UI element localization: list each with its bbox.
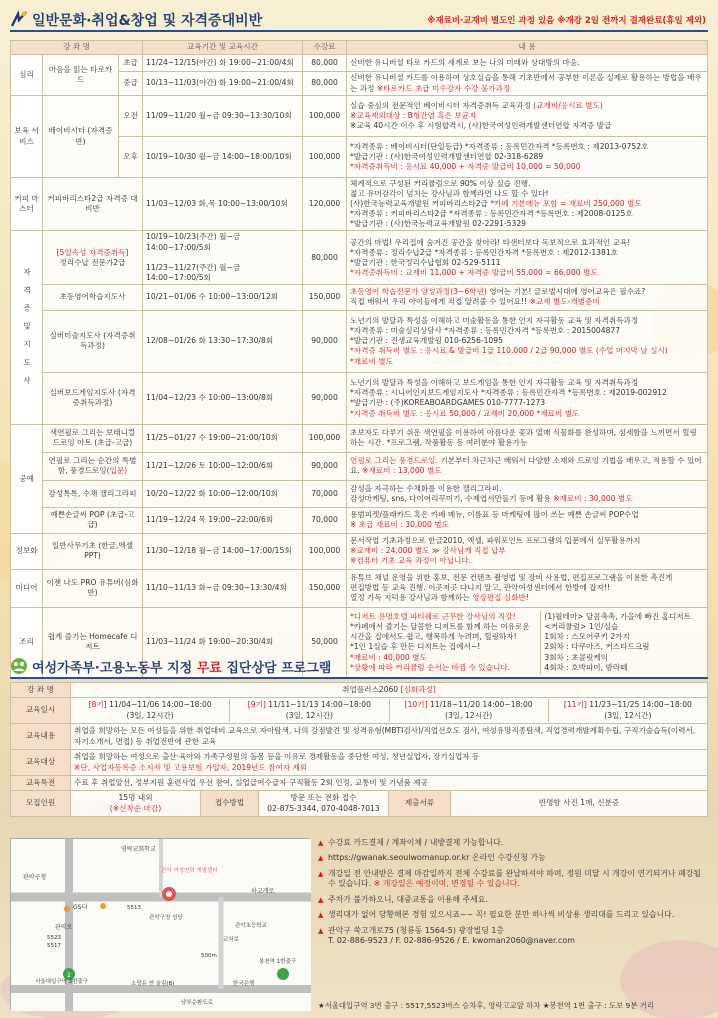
target-cell (71, 750, 708, 776)
row-label: 모집인원 (11, 791, 71, 817)
content-text: 편집방법 등 교육 진행. 이곳저곳 다니지 말고, 관악여성센터에서 한방에 잡자!! (350, 583, 611, 593)
table-row (11, 424, 708, 452)
row-label: 강 좌 명 (11, 683, 71, 698)
content-cell (347, 310, 708, 372)
map-label: 봉천역 1번출구 (259, 959, 297, 965)
map-label: 한국은행 (233, 981, 255, 987)
directions-footer: ★서울대입구역 3번 출구 : 5517,5523버스 승차후, 영락고교앞 하차 ★봉천역 1번 출구 : 도보 9분 거리 (318, 1001, 655, 1010)
content-warning: ※타로카드 초급 미수강자 수강 불가과정 (376, 83, 511, 93)
fee-cell: 80,000 (303, 72, 347, 96)
fee-cell: 50,000 (303, 607, 347, 677)
map-label: 관악초등학교 (235, 923, 267, 929)
course-name: 정리수납 전문가2급 (59, 257, 126, 267)
content-cell (347, 137, 708, 178)
map-label: 500m (201, 953, 217, 959)
curriculum-item: 3회차 : 초콜릿케익 (544, 652, 608, 662)
period-cell: 11/03~11/24 화 19:00~20:30/4회 (143, 607, 303, 677)
payment-note: ※재료비·교재비 별도인 과정 있음 ※개강 2일 전까지 결재완료(휴일 제외) (427, 16, 706, 26)
group-logo-icon (10, 657, 28, 675)
period-cell: 10/21~01/06 수 10:00~13:00/12회 (143, 284, 303, 310)
section2-header (10, 656, 710, 676)
row-label: 교육내용 (11, 724, 71, 750)
list-item (318, 895, 710, 905)
content-text: (사)한국능력교육개발원 커피바리스타2급 (350, 199, 491, 209)
content-text: 용범피켓/플래카드 혹은 카페 메뉴, 이름표 등 마케팅에 많이 쓰는 예쁜 손글씨 POP수업 (350, 510, 639, 520)
content-text: 노년기의 발달과 특성을 이해하고 미술활동을 통한 인지 자극활동 교육 및 자격취득과정 (350, 316, 639, 326)
bullet-icon: ▲ (318, 926, 324, 935)
fee-cell: 90,000 (303, 372, 347, 424)
content-text: *자격종류 : 커피바리스타2급 *자격종류 : 등록민간자격 *등록번호 : 제2008-0125호 (350, 209, 633, 219)
curriculum-item: 4회차 : 호박파이, 밤라떼 (544, 662, 628, 672)
col-content-header: 내 용 (347, 41, 708, 55)
content-text: 노년기의 발달과 특성을 이해하고 보드게임을 통한 인지 자극활동 교육 및 자격취득과정 (350, 378, 639, 388)
content-warning: ※교육제외대상 : B형간염 혹은 보균자 (350, 110, 477, 120)
bullet-icon: ▲ (318, 839, 324, 847)
content-warning: ※컴퓨터 기초 교육 과정이 아닙니다. (350, 556, 472, 566)
table-row (11, 452, 708, 480)
content-text: 기본부터 차근차근 배워서 다양한 소재와 드로잉 기법을 배우고, 적용할 수 있어요. (350, 456, 702, 476)
address-text: 관악구 쑥고개로75 (청룡동 1564-5) 광장빌딩 1층 (328, 925, 505, 935)
period-cell: 10/20~12/22 화 10:00~12:00/10회 (143, 480, 303, 507)
method-text: 방문 또는 전화 접수 (290, 793, 357, 803)
session-tag: [10기] (404, 700, 428, 710)
divider (10, 30, 708, 32)
contact-text: T. 02-886-9523 / F. 02-886-9526 / E. kwoman2060@naver.com (328, 935, 575, 945)
period-text: 11/23~11/27(주간) 월~금 14:00~17:00/5회 (146, 262, 241, 282)
session-date: 11/11~11/13 14:00~18:00 (265, 700, 371, 710)
content-warning: *자격증 취득비 별도 : 응시료 50,000 / 교재비 20,000 *재료비 별도 (350, 408, 580, 418)
session-date: 11/04~11/06 14:00~18:00 (106, 700, 212, 710)
period-text: 10/19~10/23(주간) 월~금 14:00~17:00/5회 (146, 232, 241, 252)
period-cell: 11/24~12/15(야간) 화 19:00~21:00/4회 (143, 55, 303, 72)
fee-cell: 70,000 (303, 480, 347, 507)
row-label: 제출서류 (389, 791, 451, 817)
session-11 (549, 699, 707, 722)
sparkle-logo-icon (10, 10, 28, 28)
section2-title (32, 657, 331, 676)
fee-cell: 80,000 (303, 231, 347, 284)
content-text: *발급기관 : (사)한국여성인력개발센터연합 02-318-6289 (350, 151, 544, 161)
category-cell: 미디어 (11, 569, 43, 607)
info-text: 주차가 불가하오니, 대중교통을 이용해 주세요. (328, 894, 488, 904)
fee-cell: 90,000 (303, 310, 347, 372)
table-row (11, 231, 708, 284)
level-cell: 오후 (119, 137, 143, 178)
content-cell (347, 480, 708, 507)
content-text: 감성마케팅, sns, 다이어리꾸미기, 수제엽서만들기 등에 활용 (350, 493, 554, 503)
table-row (11, 776, 708, 791)
table-row (11, 372, 708, 424)
content-text: 직접 배워서 우리 아이들에게 직접 알려줄 수 있어요!! (350, 297, 530, 307)
content-highlight: 연필로 그리는 풍경드로잉. (350, 456, 441, 466)
course-schedule-table (10, 40, 708, 678)
session-8 (71, 699, 230, 722)
content-warning: ※재료비 : 13,000 별도 (362, 466, 442, 476)
fee-cell: 150,000 (303, 569, 347, 607)
method-cell (259, 791, 389, 817)
course-tag: (입문) (106, 466, 128, 476)
map-drawing (11, 839, 311, 1011)
list-item (318, 838, 710, 848)
category-cell: 정보화 (11, 533, 43, 569)
table-row (11, 96, 708, 137)
target-text: 취업을 희망하는 여성으로 출산·육아와 가족구성원의 돌봄 등을 이유로 경제활동을 중단한 여성, 청년실업자, 장기실업자 등 (74, 752, 480, 762)
course-name: 예쁜손글씨 POP (초급-고급) (43, 507, 143, 533)
content-text: 감성을 자극하는 수채화를 이용한 캘리그라피. (350, 483, 502, 493)
level-cell: 오전 (119, 96, 143, 137)
fee-cell: 100,000 (303, 533, 347, 569)
table-row (11, 310, 708, 372)
content-cell (347, 372, 708, 424)
recruit-text: 15명 내외 (118, 793, 153, 803)
content-text: *카페에서 즐기는 달콤한 디저트를 함께 하는 여유로운 시간을 집에서도 쉽고, 행복하게 누려며, 힐링하자! (350, 622, 530, 642)
content-text: *자격종류 : 시니어인지보드게임지도사 *자격종류 : 등록민간자격 *등록번호 : 제2019-002912 (350, 388, 667, 398)
row-label: 교육특전 (11, 776, 71, 791)
map-label: 남부순환도로 (181, 1000, 213, 1006)
content-warning: ※재료비 : 30,000 별도 (553, 493, 633, 503)
content-warning: ※ 초급 재료비 : 30,000 별도 (350, 520, 449, 530)
bullet-icon: ▲ (318, 895, 324, 904)
curriculum-item: (1)월테마> 달콤촉촉, 가을에 빠진 홈디저트 (544, 612, 691, 622)
map-label: 서울대입구역 3번출구 (35, 979, 89, 985)
session-duration: (3일, 12시간) (285, 710, 333, 720)
content-highlight: 초등영어 학습전문가 양성과정(3~6학년) (350, 287, 487, 297)
period-cell: 11/04~12/23 수 10:00~13:00/8회 (143, 372, 303, 424)
course-tag: [심화과정] (400, 684, 436, 694)
divider (10, 677, 708, 679)
content-text: *발급기관 : 진생교육개발원 010-6256-1095 (350, 336, 503, 346)
method-phone: 02-875-3344, 070-4048-7013 (267, 803, 380, 813)
title-text: 여성가족부·고용노동부 지정 (32, 661, 197, 676)
course-name: 마음을 읽는 타로카드 (43, 55, 119, 96)
session-tag: [9기] (247, 700, 266, 710)
content-text: *발급기관 : (주)KOREABOARDGAMES 010-7777-1273 (350, 398, 546, 408)
session-date: 11/23~11/25 14:00~18:00 (586, 700, 692, 710)
section1-title: 일반문화·취업&창업 및 자격증대비반 (32, 13, 263, 29)
col-period-header: 교육기간 및 교육시간 (143, 41, 303, 55)
content-warning: ≫ 강사님께 직접 납부 (431, 546, 506, 556)
list-item (318, 910, 710, 920)
fee-cell: 70,000 (303, 507, 347, 533)
content-text: 체계적으로 구성된 커리큘럼으로 90% 이상 실습 진행. (350, 179, 531, 188)
recruit-cell (71, 791, 201, 817)
content-cell: 신비한 유니버셜 타로 카드의 세계로 보는 나의 미래와 상대방의 마음. (347, 55, 708, 72)
curriculum-item: <커리큘럼> 1인/실습 (544, 622, 619, 632)
row-label: 교육일시 (11, 698, 71, 724)
col-fee-header: 수강료 (303, 41, 347, 55)
course-name: 이젠 나도 PRO 유튜버(심화반) (43, 569, 143, 607)
course-name: 감성톡톡, 수채 캘리그라피 (43, 480, 143, 507)
content-text: 신비한 유니버셜 카드를 이용하여 상호실습을 통해 기초반에서 공부한 이론을 실제로 활용하는 방법을 배우는 과정 (350, 73, 702, 93)
fee-cell: 100,000 (303, 424, 347, 452)
curriculum-item: 2회차 : 다쿠아즈, 커스타드크림 (544, 642, 650, 652)
session-date: 11/18~11/20 14:00~18:00 (427, 700, 533, 710)
title-free: 무료 (196, 661, 222, 676)
table-row (11, 178, 708, 231)
fee-cell: 100,000 (303, 137, 347, 178)
info-text: 개강일 전 안내받은 결제 마감일까지 전체 수강료를 완납하셔야 하며, 정원 미달 시 개강이 연기되거나 폐강될 수 있습니다. (328, 868, 702, 889)
content-text: 실습 중심의 전문적인 베이비시터 자격증취득 교육과정 (350, 100, 534, 110)
table-row (11, 284, 708, 310)
info-text: 수강료 카드결제 / 계좌이체 / 내방결제 가능합니다. (328, 838, 504, 847)
table-row (11, 750, 708, 776)
map-label: 5513 (127, 905, 141, 911)
content-text: 영어는 기본! 글로벌시대에 영어교육은 필수죠? (486, 287, 646, 297)
content-cell (347, 569, 708, 607)
info-list (318, 838, 710, 951)
list-item (318, 869, 710, 890)
course-name: 색연필로 그리는 보태니컬 드로잉 아트 (초급-고급) (43, 424, 143, 452)
session-duration: (3일, 12시간) (126, 710, 174, 720)
period-cell: 11/03~12/03 화,목 10:00~13:00/10회 (143, 178, 303, 231)
period-cell: 11/19~12/24 목 19:00~22:00/6회 (143, 507, 303, 533)
content-warning: *카페 기본메뉴 포함 = 재료비 250,000 별도 (490, 199, 642, 209)
info-text: 생리대가 없어 당황해본 경험 있으시죠~~ 꼭! 필요한 분만 하나씩 비상용 생리대를 드리고 있습니다. (328, 910, 675, 920)
group-counseling-table (10, 682, 708, 817)
content-cell (347, 507, 708, 533)
table-row (11, 507, 708, 533)
title-text: 집단상담 프로그램 (221, 661, 332, 676)
docs-cell: 반명함 사진 1매, 신분증 (451, 791, 708, 817)
content-cell (347, 533, 708, 569)
course-name: 취업플러스2060 (342, 684, 401, 694)
content-cell (347, 284, 708, 310)
content-warning: *자격증취득비 : 응시료 40,000 + 자격증 발급비 10,000 = 50,000 (350, 162, 581, 172)
category-cell: 커피 마스터 (11, 178, 43, 231)
info-link[interactable]: https://gwanak.seoulwomanup.or.kr 온라인 수강신청 가능 (328, 853, 546, 863)
location-map[interactable] (10, 838, 310, 1010)
category-cell: 심리 (11, 55, 43, 96)
period-cell: 11/30~12/18 월~금 14:00~17:00/15회 (143, 533, 303, 569)
map-label: 관악구청 성당 (149, 915, 183, 921)
content-text: *1인 1실습 후 만든 디저트는 집에서~! (350, 642, 481, 652)
session-9 (230, 699, 389, 722)
course-name-cell (71, 683, 708, 698)
course-name: 일반사무기초 (한글,엑셀PPT) (43, 533, 143, 569)
content-warning: *재료비 : 40,000 별도 (350, 652, 427, 662)
course-name: 연필로 그리는 순간의 특별함, 풍경드로잉 (48, 456, 137, 476)
bullet-icon: ▲ (318, 911, 324, 920)
row-label: 접수방법 (201, 791, 259, 817)
content-text: *자격종류 : 미술심리상담사 *자격종류 : 등록민간자격 *등록번호 : 2015004877 (350, 326, 621, 336)
content-text: 젊고 유머감각이 넘치는 강사님과 함께라면 나도 할 수 있다! (350, 189, 549, 199)
map-label: 소망유 연 올림(B) (131, 981, 175, 987)
list-item (318, 853, 710, 863)
table-row (11, 791, 708, 817)
map-label: 하고개로 (251, 888, 275, 895)
fee-cell: 100,000 (303, 96, 347, 137)
content-text: *자격종류 : 정리수납2급 *자격종류 : 등록민간자격 *등록번호 : 제2012-1381호 (350, 247, 618, 257)
curriculum-item: 1회차 : 스모어쿠키 2가지 (544, 632, 630, 642)
session-tag: [11기] (563, 700, 587, 710)
category-cell: 자 격 증 및 지 도 사 (11, 231, 43, 424)
table-row (11, 724, 708, 750)
content-cell (347, 231, 708, 284)
category-cell: 공예 (11, 424, 43, 533)
content-text: 유튜브 채널 운영을 위한 홍보, 전문 컨텐츠 촬영법 및 장비 사용법, 편집프로그램을 이용한 촉진게 (350, 573, 673, 583)
content-warning: (교재비/응시료 별도) (533, 100, 603, 110)
period-cell: 11/25~01/27 수 19:00~21:00/10회 (143, 424, 303, 452)
fee-cell: 150,000 (303, 284, 347, 310)
content-warning: *상황에 따라 커리큘럼 순서는 바뀔 수 있습니다. (350, 662, 511, 672)
content-cell (347, 72, 708, 96)
map-label: 영락교회학교 (121, 846, 156, 853)
recruit-note: (※선착순 마감) (109, 803, 162, 813)
map-label: 관악구청 (23, 874, 47, 881)
content-text: 공간의 마법! 우리집에 숨겨진 공간을 찾아라! 타샌터보다 독보적으로 효과적인 교육! (350, 237, 631, 247)
period-cell: 11/10~11/13 화~금 09:30~13:30/4회 (143, 569, 303, 607)
course-name: 베이비시터 (자격증반) (43, 96, 119, 178)
period-cell (143, 231, 303, 284)
period-cell: 12/08~01/26 화 13:30~17:30/8회 (143, 310, 303, 372)
course-name: 실버미술지도사 (자격증취득과정) (43, 310, 143, 372)
content-text: 문서작업 기초과정으로 한글2010, 엑셀, 파워포인트 프로그램의 입문에서 실무활용까지 (350, 536, 641, 546)
bullet-icon: ▲ (318, 854, 324, 863)
target-warning: ※단, 사업자등록증 소지자 및 고용보험 가입자, 2019년도 참여자 제외 (74, 762, 308, 772)
benefit-cell: 수료 후 취업알선, 정부지원 훈련사업 우선 참여, 실업급여수급자 구직활동 2회 인정, 교통비 및 기념품 제공 (71, 776, 708, 791)
content-cell (347, 452, 708, 480)
map-label: GS더 (73, 904, 88, 911)
map-label: 5517 (47, 943, 61, 949)
period-cell: 10/19~10/30 월~금 14:00~18:00/10회 (143, 137, 303, 178)
content-cell: 초보자도 다루기 쉬운 색연필을 이용하여 아름다운 꽃과 열매 식물화를 완성하며, 섬세함을 느끼면서 힐링하는 시간. *프로그램, 작품활동 등 여러분야 활용가능 (347, 424, 708, 452)
content-text: *발급기관 : (사)한국능력교육개발원 02-2291-5329 (350, 219, 527, 229)
table-row (11, 533, 708, 569)
period-cells (71, 698, 708, 724)
list-item (318, 926, 710, 947)
map-label: 2 (67, 972, 71, 979)
fee-cell: 90,000 (303, 452, 347, 480)
course-name: 초등영어학습지도사 (43, 284, 143, 310)
content-cell: 취업을 희망하는 모든 여성들을 위한 취업대비 교육으로 자아탐색, 나의 강점발견 및 성격유형(MBTI검사)/직업선호도 검사, 여성유망직종탐색, 직업경력개발계획수립, 구직기술습득(이력서, 자기소개서, 면접) 등 취업전반에 관한 교육 (71, 724, 708, 750)
section1-header (10, 8, 710, 30)
content-warning: ※교재비 : 24,000 별도 (350, 546, 432, 556)
table-row (11, 683, 708, 698)
content-cell (347, 96, 708, 137)
period-cell: 10/13~11/03(야간) 화 19:00~21:00/4회 (143, 72, 303, 96)
content-warning: ※교재 별도-개별준비 (529, 297, 600, 307)
content-cell (347, 178, 708, 231)
col-course-header: 강 좌 명 (11, 41, 143, 55)
table-row (11, 480, 708, 507)
course-tag: [5일속성 자격증취득] (56, 247, 129, 257)
content-warning: *자격증 취득비 별도 : 응시료 & 발급비 1급 110,000 / 2급 90,000 별도 (수업 마지막 날 실시) (350, 346, 668, 356)
table-row (11, 55, 708, 72)
row-label: 교육대상 (11, 750, 71, 776)
category-cell: 조리 (11, 607, 43, 677)
map-label: 관악 여성인력 개발센터 (161, 868, 218, 874)
course-name: 실버보드게임지도사 (자격증취득과정) (43, 372, 143, 424)
level-cell: 중급 (119, 72, 143, 96)
table-row (11, 569, 708, 607)
course-name: 커피바리스타2급 자격증 대비반 (43, 178, 143, 231)
map-label: 교차로 (223, 937, 239, 943)
info-warning: ※ 개강일은 예정이며, 변경될 수 있습니다. (373, 879, 520, 889)
content-text: 열정 가득 지덕용 강사님과 함께하는 (350, 593, 473, 603)
content-highlight: 영상편집 심화반! (472, 593, 529, 603)
course-name-cell (43, 231, 143, 284)
fee-cell: 80,000 (303, 55, 347, 72)
map-label: 5523 (47, 935, 61, 941)
map-label: 관악로 (55, 924, 73, 931)
period-cell: 11/09~11/20 월~금 09:30~13:30/10회 (143, 96, 303, 137)
content-highlight: *디저트 유명호텔 파티쉐로 근무한 강사님의 직강! (350, 612, 516, 622)
content-text: ※교육 40시간 이수 후 시험합격시, (사)한국여성인력개발센터연합 자격증 발급 (350, 121, 612, 131)
bullet-icon: ▲ (318, 869, 324, 878)
session-duration: (3일, 12시간) (604, 710, 652, 720)
content-warning: *재료비 별도 (350, 356, 393, 366)
session-duration: (3일, 12시간) (444, 710, 493, 720)
course-name: 쉽게 즐기는 Homecafe 디저트 (43, 607, 143, 677)
session-10 (390, 699, 549, 722)
course-name-cell (43, 452, 143, 480)
fee-cell: 120,000 (303, 178, 347, 231)
level-cell: 초급 (119, 55, 143, 72)
content-text: *자격종류 : 베이비시터(단일등급) *자격종류 : 등록민간자격 *등록번호 : 제2013-0752호 (350, 141, 649, 151)
content-text: *발급기관 : 한국정리수납협회 02-529-5111 (350, 257, 501, 267)
table-row (11, 698, 708, 724)
category-cell: 보육 서비스 (11, 96, 43, 178)
session-tag: [8기] (88, 700, 107, 710)
period-cell: 11/21~12/26 토 10:00~12:00/6회 (143, 452, 303, 480)
content-warning: *자격증취득비 : 교재비 11,000 + 자격증 발급비 55,000 = 66,000 별도 (350, 267, 598, 277)
